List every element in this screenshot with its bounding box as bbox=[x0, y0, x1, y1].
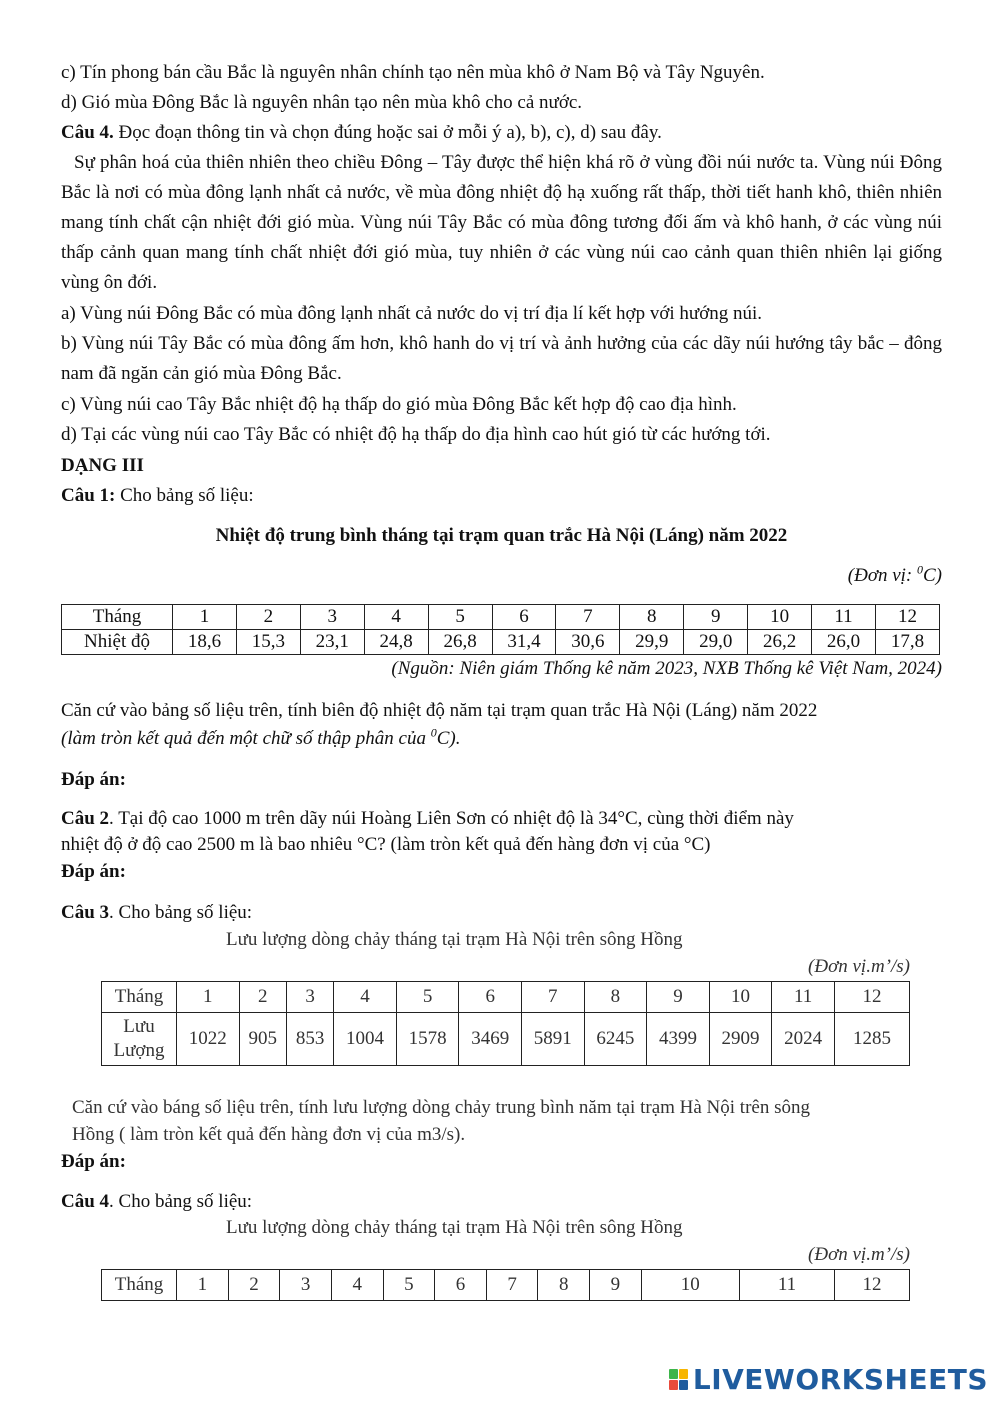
q4-heading bbox=[61, 118, 942, 148]
month-cell: 6 bbox=[492, 605, 556, 630]
s3-q1-task-note bbox=[61, 724, 942, 754]
s3-q1-task: Căn cứ vào bảng số liệu trên, tính biên độ nhiệt độ năm tại trạm quan trắc Hà Nội (Láng) năm 2022 bbox=[61, 700, 818, 721]
s3-q1-note-text: (làm tròn kết quả đến một chữ số thập phân của bbox=[61, 728, 431, 749]
month-cell: 6 bbox=[435, 1270, 487, 1301]
table-row bbox=[62, 605, 940, 630]
month-cell: 5 bbox=[428, 605, 492, 630]
month-cell: 9 bbox=[684, 605, 748, 630]
table1-unit-text: (Đơn vị: bbox=[847, 565, 917, 586]
table-row bbox=[102, 1013, 910, 1066]
month-cell: 7 bbox=[486, 1270, 538, 1301]
value-cell: 18,6 bbox=[173, 630, 237, 655]
q4-paragraph: Sự phân hoá của thiên nhiên theo chiều Đông – Tây được thể hiện khá rõ ở vùng đồi núi nước ta. Vùng núi Đông Bắc là nơi có mùa đông lạnh nhất cả nước, về mùa đông nhiệt độ hạ xuống rất thấp, thời tiết hanh khô, thiên nhiên mang tính chất cận nhiệt đới gió mùa. Vùng núi Tây Bắc có mùa đông tương đối ấm và khô hanh, ở các vùng núi thấp cảnh quan mang tính chất nhiệt đới gió mùa, tuy nhiên ở các vùng núi cao cảnh quan thiên nhiên lại giống vùng ôn đới. bbox=[61, 152, 942, 293]
s3-q3-prompt: . Cho bảng số liệu: bbox=[109, 902, 253, 923]
table-header-cell: Nhiệt độ bbox=[62, 630, 173, 655]
table2-unit: (Đơn vị.m’/s) bbox=[808, 956, 910, 977]
table1-source: (Nguồn: Niên giám Thống kê năm 2023, NXB Thống kê Việt Nam, 2024) bbox=[391, 658, 942, 679]
value-cell: 23,1 bbox=[300, 630, 364, 655]
value-cell: 4399 bbox=[647, 1013, 710, 1066]
value-cell: 853 bbox=[286, 1013, 333, 1066]
table1-title: Nhiệt độ trung bình tháng tại trạm quan trắc Hà Nội (Láng) năm 2022 bbox=[215, 525, 788, 546]
month-cell: 9 bbox=[647, 982, 710, 1013]
month-cell: 7 bbox=[556, 605, 620, 630]
value-cell: 29,9 bbox=[620, 630, 684, 655]
q4-option-b: b) Vùng núi Tây Bắc có mùa đông ấm hơn, khô hanh do vị trí và ảnh hưởng của các dãy núi hướng tây bắc – đông nam đã ngăn cản gió mùa Đông Bắc. bbox=[61, 333, 942, 384]
table3-unit: (Đơn vị.m’/s) bbox=[808, 1244, 910, 1265]
q4-option-d: d) Tại các vùng núi cao Tây Bắc có nhiệt độ hạ thấp do địa hình cao hút gió từ các hướng tới. bbox=[61, 424, 771, 445]
month-cell: 2 bbox=[228, 1270, 280, 1301]
answer-label: Đáp án: bbox=[61, 1151, 126, 1172]
section-heading: DẠNG III bbox=[61, 455, 144, 476]
s3-q3-label: Câu 3 bbox=[61, 902, 110, 923]
answer-label: Đáp án: bbox=[61, 861, 126, 882]
liveworksheets-logo bbox=[669, 1363, 988, 1396]
q3-option-d: d) Gió mùa Đông Bắc là nguyên nhân tạo nên mùa khô cho cả nước. bbox=[61, 92, 583, 113]
month-cell: 10 bbox=[709, 982, 772, 1013]
s3-q1-heading bbox=[61, 481, 942, 511]
value-cell: 1285 bbox=[835, 1013, 910, 1066]
month-cell: 7 bbox=[522, 982, 585, 1013]
value-cell: 5891 bbox=[522, 1013, 585, 1066]
answer-label: Đáp án: bbox=[61, 769, 126, 790]
month-cell: 3 bbox=[286, 982, 333, 1013]
value-cell: 1022 bbox=[177, 1013, 240, 1066]
month-cell: 12 bbox=[875, 605, 939, 630]
value-cell: 1578 bbox=[396, 1013, 459, 1066]
value-cell: 2024 bbox=[772, 1013, 835, 1066]
table-header-cell: Tháng bbox=[62, 605, 173, 630]
month-cell: 11 bbox=[739, 1270, 834, 1301]
value-cell: 26,8 bbox=[428, 630, 492, 655]
s3-q3-heading bbox=[61, 898, 942, 928]
month-cell: 3 bbox=[300, 605, 364, 630]
month-cell: 6 bbox=[459, 982, 522, 1013]
table-row bbox=[102, 982, 910, 1013]
s3-q2-prompt: . Tại độ cao 1000 m trên dãy núi Hoàng Liên Sơn có nhiệt độ là 34°C, cùng thời điểm này bbox=[109, 808, 794, 829]
month-cell: 1 bbox=[173, 605, 237, 630]
month-cell: 10 bbox=[748, 605, 812, 630]
table-row bbox=[102, 1270, 910, 1301]
temperature-table bbox=[61, 604, 940, 655]
month-cell: 12 bbox=[835, 982, 910, 1013]
table-header-cell: Tháng bbox=[102, 1270, 177, 1301]
month-cell: 5 bbox=[396, 982, 459, 1013]
table1-unit bbox=[61, 561, 942, 591]
flow-table bbox=[101, 981, 910, 1066]
month-cell: 4 bbox=[334, 982, 397, 1013]
s3-q1-prompt: Cho bảng số liệu: bbox=[115, 485, 254, 506]
table3-title: Lưu lượng dòng chảy tháng tại trạm Hà Nội trên sông Hồng bbox=[226, 1217, 683, 1238]
month-cell: 8 bbox=[620, 605, 684, 630]
s3-q3-task-2: Hồng ( làm tròn kết quả đến hàng đơn vị của m3/s). bbox=[72, 1124, 466, 1145]
flow-table-2 bbox=[101, 1269, 910, 1301]
q4-option-a: a) Vùng núi Đông Bắc có mùa đông lạnh nhất cả nước do vị trí địa lí kết hợp với hướng núi. bbox=[61, 303, 763, 324]
logo-text: LIVEWORKSHEETS bbox=[692, 1363, 988, 1396]
value-cell: 26,0 bbox=[812, 630, 876, 655]
s3-q4-label: Câu 4 bbox=[61, 1191, 110, 1212]
month-cell: 1 bbox=[177, 1270, 229, 1301]
logo-mark-icon bbox=[669, 1369, 689, 1391]
value-cell: 6245 bbox=[584, 1013, 647, 1066]
s3-q2-prompt-2: nhiệt độ ở độ cao 2500 m là bao nhiêu °C? (làm tròn kết quả đến hàng đơn vị của °C) bbox=[61, 834, 711, 855]
q4-label: Câu 4. bbox=[61, 122, 114, 143]
month-cell: 9 bbox=[590, 1270, 642, 1301]
value-cell: 905 bbox=[239, 1013, 286, 1066]
month-cell: 11 bbox=[772, 982, 835, 1013]
s3-q1-note-sup: 0 bbox=[430, 725, 437, 740]
value-cell: 15,3 bbox=[236, 630, 300, 655]
value-cell: 26,2 bbox=[748, 630, 812, 655]
value-cell: 29,0 bbox=[684, 630, 748, 655]
header-line: Lượng bbox=[113, 1040, 165, 1061]
s3-q3-task: Căn cứ vào báng số liệu trên, tính lưu lượng dòng chảy trung bình năm tại trạm Hà Nội trên sông bbox=[72, 1097, 810, 1118]
value-cell: 1004 bbox=[334, 1013, 397, 1066]
value-cell: 24,8 bbox=[364, 630, 428, 655]
q4-option-c: c) Vùng núi cao Tây Bắc nhiệt độ hạ thấp do gió mùa Đông Bắc kết hợp độ cao địa hình. bbox=[61, 394, 737, 415]
value-cell: 17,8 bbox=[875, 630, 939, 655]
s3-q1-note-end: C). bbox=[436, 728, 461, 749]
value-cell: 3469 bbox=[459, 1013, 522, 1066]
q3-option-c: c) Tín phong bán cầu Bắc là nguyên nhân chính tạo nên mùa khô ở Nam Bộ và Tây Nguyên. bbox=[61, 62, 765, 83]
month-cell: 2 bbox=[239, 982, 286, 1013]
value-cell: 30,6 bbox=[556, 630, 620, 655]
month-cell: 8 bbox=[538, 1270, 590, 1301]
month-cell: 11 bbox=[812, 605, 876, 630]
table-header-cell: Tháng bbox=[102, 982, 177, 1013]
s3-q4-prompt: . Cho bảng số liệu: bbox=[109, 1191, 253, 1212]
month-cell: 3 bbox=[280, 1270, 332, 1301]
month-cell: 10 bbox=[641, 1270, 739, 1301]
table1-unit-text-end: C) bbox=[923, 565, 942, 586]
header-line: Lưu bbox=[123, 1016, 155, 1037]
table2-title: Lưu lượng dòng chảy tháng tại trạm Hà Nội trên sông Hồng bbox=[226, 929, 683, 950]
table1-unit-sup: 0 bbox=[917, 562, 923, 577]
month-cell: 5 bbox=[383, 1270, 435, 1301]
month-cell: 2 bbox=[236, 605, 300, 630]
s3-q2-label: Câu 2 bbox=[61, 808, 110, 829]
month-cell: 4 bbox=[331, 1270, 383, 1301]
value-cell: 31,4 bbox=[492, 630, 556, 655]
month-cell: 4 bbox=[364, 605, 428, 630]
month-cell: 1 bbox=[177, 982, 240, 1013]
month-cell: 12 bbox=[835, 1270, 910, 1301]
s3-q1-label: Câu 1: bbox=[61, 485, 116, 506]
month-cell: 8 bbox=[584, 982, 647, 1013]
table-header-cell bbox=[102, 1013, 177, 1066]
q4-prompt: Đọc đoạn thông tin và chọn đúng hoặc sai ở mỗi ý a), b), c), d) sau đây. bbox=[113, 122, 662, 143]
table-row bbox=[62, 630, 940, 655]
value-cell: 2909 bbox=[709, 1013, 772, 1066]
